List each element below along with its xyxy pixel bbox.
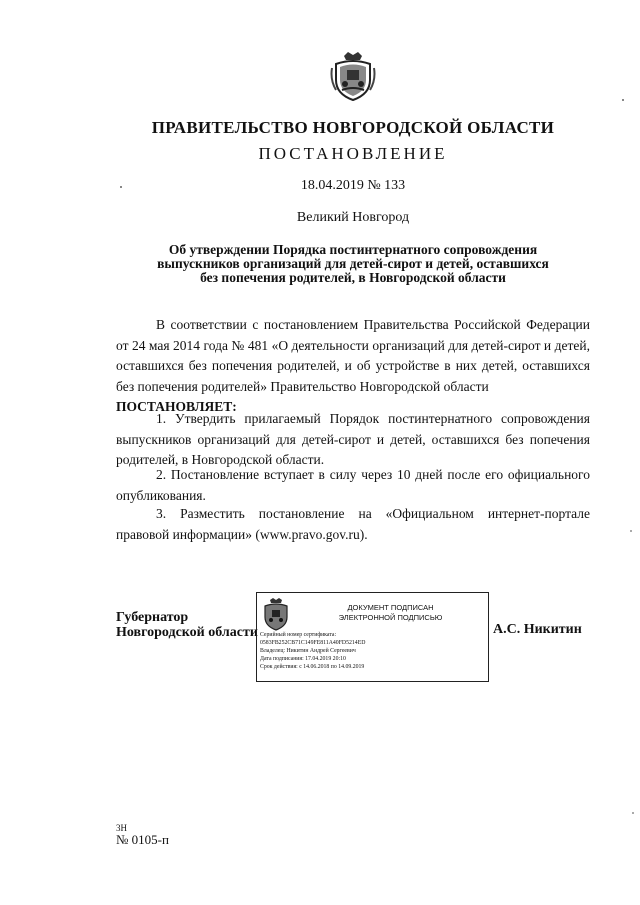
scan-speck <box>632 812 634 814</box>
footer-code: 3Н <box>116 823 127 833</box>
document-subject <box>130 243 576 285</box>
signatory-post <box>116 610 258 640</box>
scan-speck <box>622 99 624 101</box>
resolves-heading: ПОСТАНОВЛЯЕТ: <box>116 399 237 414</box>
government-title: ПРАВИТЕЛЬСТВО НОВГОРОДСКОЙ ОБЛАСТИ <box>151 118 555 137</box>
scan-speck <box>630 530 632 532</box>
preamble-text: В соответствии с постановлением Правительства Российской Федерации от 24 мая 2014 года № 481 «О деятельности организаций для детей-сирот и детей, оставшихся без попечения родителей, и об устройстве в них детей, оставшихся без попечения родителей» Правительство Новгородской области <box>116 317 590 394</box>
stamp-title-line: ЭЛЕКТРОННОЙ ПОДПИСЬЮ <box>338 613 443 622</box>
stamp-title <box>297 603 484 623</box>
stamp-title-line: ДОКУМЕНТ ПОДПИСАН <box>347 603 434 612</box>
subject-line: выпускников организаций для детей-сирот и детей, оставшихся <box>157 256 549 271</box>
novgorod-coat-of-arms-icon <box>330 50 376 102</box>
item-2: 2. Постановление вступает в силу через 10 дней после его официального опубликования. <box>116 467 590 503</box>
scan-speck <box>120 186 122 188</box>
preamble-paragraph <box>116 315 590 418</box>
date-and-number: 18.04.2019 № 133 <box>300 178 406 193</box>
item-1: 1. Утвердить прилагаемый Порядок постинтернатного сопровождения выпускников организаций для детей-сирот и детей, оставшихся без попечения родителей, в Новгородской области. <box>116 411 590 467</box>
subject-line: без попечения родителей, в Новгородской области <box>200 270 506 285</box>
serial-number: 0583FB252CB71C149FE811A40FD5214ED <box>260 640 366 646</box>
document-type: ПОСТАНОВЛЕНИЕ <box>258 144 448 163</box>
stamp-details <box>260 631 485 671</box>
post-line: Губернатор <box>116 610 189 625</box>
subject-line: Об утверждении Порядка постинтернатного сопровождения <box>168 242 538 257</box>
item-3: 3. Разместить постановление на «Официальном интернет-портале правовой информации» (www.pravo.gov.ru). <box>116 506 590 542</box>
serial-label: Серийный номер сертификата: <box>260 632 337 638</box>
footer <box>116 822 169 846</box>
stamp-coat-of-arms-icon <box>261 597 291 631</box>
validity: Срок действия: с 14.06.2018 по 14.09.2019 <box>260 664 365 670</box>
electronic-signature-stamp <box>256 592 489 682</box>
signatory-name: А.С. Никитин <box>493 622 582 637</box>
city: Великий Новгород <box>296 210 410 225</box>
post-line: Новгородской области <box>116 625 258 640</box>
signed-date: Дата подписания: 17.04.2019 20:10 <box>260 656 346 662</box>
footer-number: № 0105-п <box>116 832 169 847</box>
owner: Владелец: Никитин Андрей Сергеевич <box>260 648 356 654</box>
